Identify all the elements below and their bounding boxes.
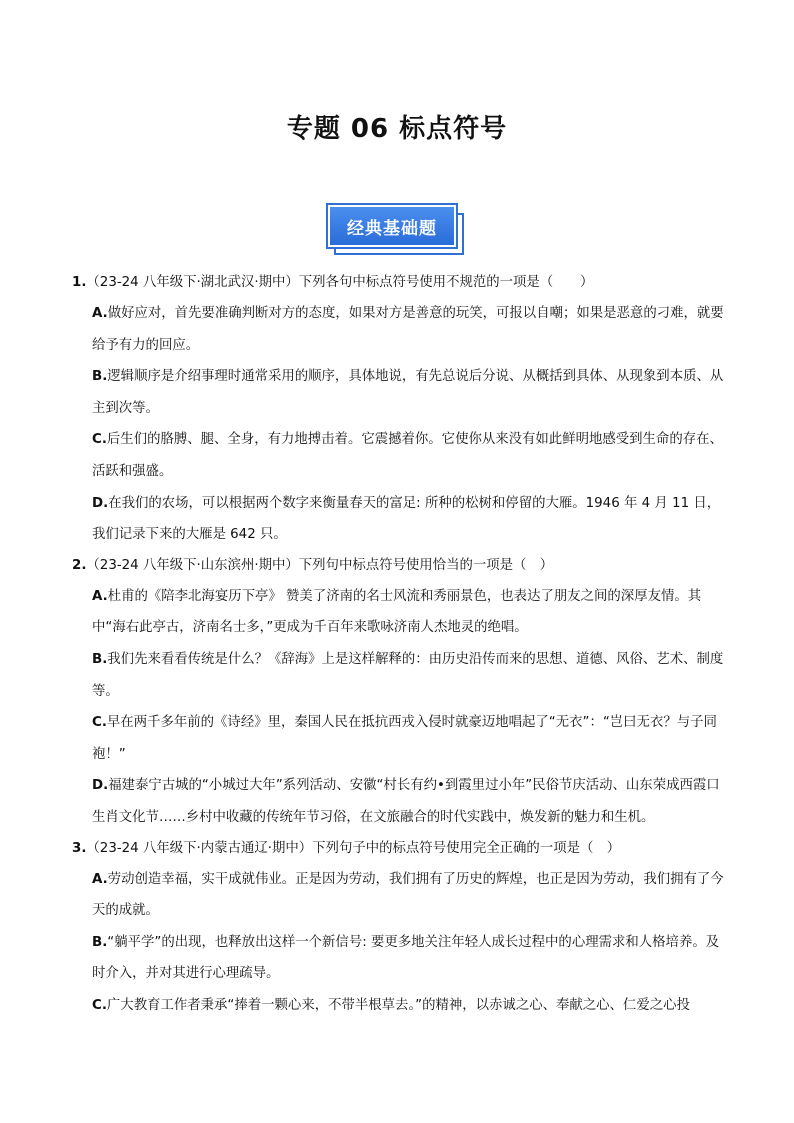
option-1c: C.后生们的胳膊、腿、全身，有力地搏击着。它震撼着你。它使你从来没有如此鲜明地感受到生命的存在、活跃和强盛。 bbox=[92, 432, 723, 479]
question-source: （23-24 八年级下·山东滨州·期中） bbox=[86, 557, 299, 573]
option-2c: C.早在两千多年前的《诗经》里，秦国人民在抵抗西戎入侵时就豪迈地唱起了“无衣”：“岂曰无衣？与子同袍！” bbox=[92, 715, 717, 762]
section-badge bbox=[328, 205, 466, 257]
section-badge-label: 经典基础题 bbox=[328, 205, 456, 247]
option-1d: D.在我们的农场，可以根据两个数字来衡量春天的富足: 所种的松树和停留的大雁。1946 年 4 月 11 日，我们记录下来的大雁是 642 只。 bbox=[92, 495, 721, 543]
question-stem: 下列句中标点符号使用恰当的一项是（ ） bbox=[298, 557, 554, 573]
question-stem: 下列句子中的标点符号使用完全正确的一项是（ ） bbox=[312, 840, 621, 856]
question-source: （23-24 八年级下·内蒙古通辽·期中） bbox=[86, 840, 313, 856]
option-1a: A.做好应对，首先要准确判断对方的态度，如果对方是善意的玩笑，可报以自嘲；如果是恶意的刁难，就要给予有力的回应。 bbox=[92, 306, 724, 353]
question-1 bbox=[72, 268, 732, 298]
question-list bbox=[72, 268, 732, 1021]
question-number: 3. bbox=[72, 840, 87, 856]
question-2 bbox=[72, 551, 732, 581]
option-2a: A.杜甫的《陪李北海宴历下亭》 赞美了济南的名士风流和秀丽景色，也表达了朋友之间的深厚友情。其中“海右此亭古，济南名士多，”更成为千百年来歌咏济南人杰地灵的绝唱。 bbox=[92, 588, 702, 636]
option-3b: B.“躺平学”的出现，也释放出这样一个新信号: 要更多地关注年轻人成长过程中的心理需求和人格培养。及时介入，并对其进行心理疏导。 bbox=[92, 934, 720, 982]
question-stem: 下列各句中标点符号使用不规范的一项是（ ） bbox=[298, 275, 594, 290]
question-source: （23-24 八年级下·湖北武汉·期中） bbox=[86, 275, 299, 290]
option-3a: A.劳动创造幸福，实干成就伟业。正是因为劳动，我们拥有了历史的辉煌，也正是因为劳动，我们拥有了今天的成就。 bbox=[92, 871, 724, 919]
option-2d: D.福建泰宁古城的“小城过大年”系列活动、安徽“村长有约•到霞里过小年”民俗节庆活动、山东荣成西霞口生肖文化节……乡村中收藏的传统年节习俗，在文旅融合的时代实践中，焕发新的魅力和生机。 bbox=[92, 778, 720, 825]
option-3c: C.广大教育工作者秉承“捧着一颗心来，不带半根草去。”的精神，以赤诚之心、奉献之心、仁爱之心投 bbox=[92, 997, 690, 1013]
option-2b: B.我们先来看看传统是什么？《辞海》上是这样解释的：由历史沿传而来的思想、道德、风俗、艺术、制度等。 bbox=[92, 651, 724, 699]
question-3 bbox=[72, 834, 732, 864]
question-number: 1. bbox=[72, 275, 87, 290]
page-title: 专题 06 标点符号 bbox=[286, 114, 508, 144]
question-number: 2. bbox=[72, 557, 87, 573]
option-1b: B.逻辑顺序是介绍事理时通常采用的顺序，具体地说，有先总说后分说、从概括到具体、从现象到本质、从主到次等。 bbox=[92, 369, 724, 416]
